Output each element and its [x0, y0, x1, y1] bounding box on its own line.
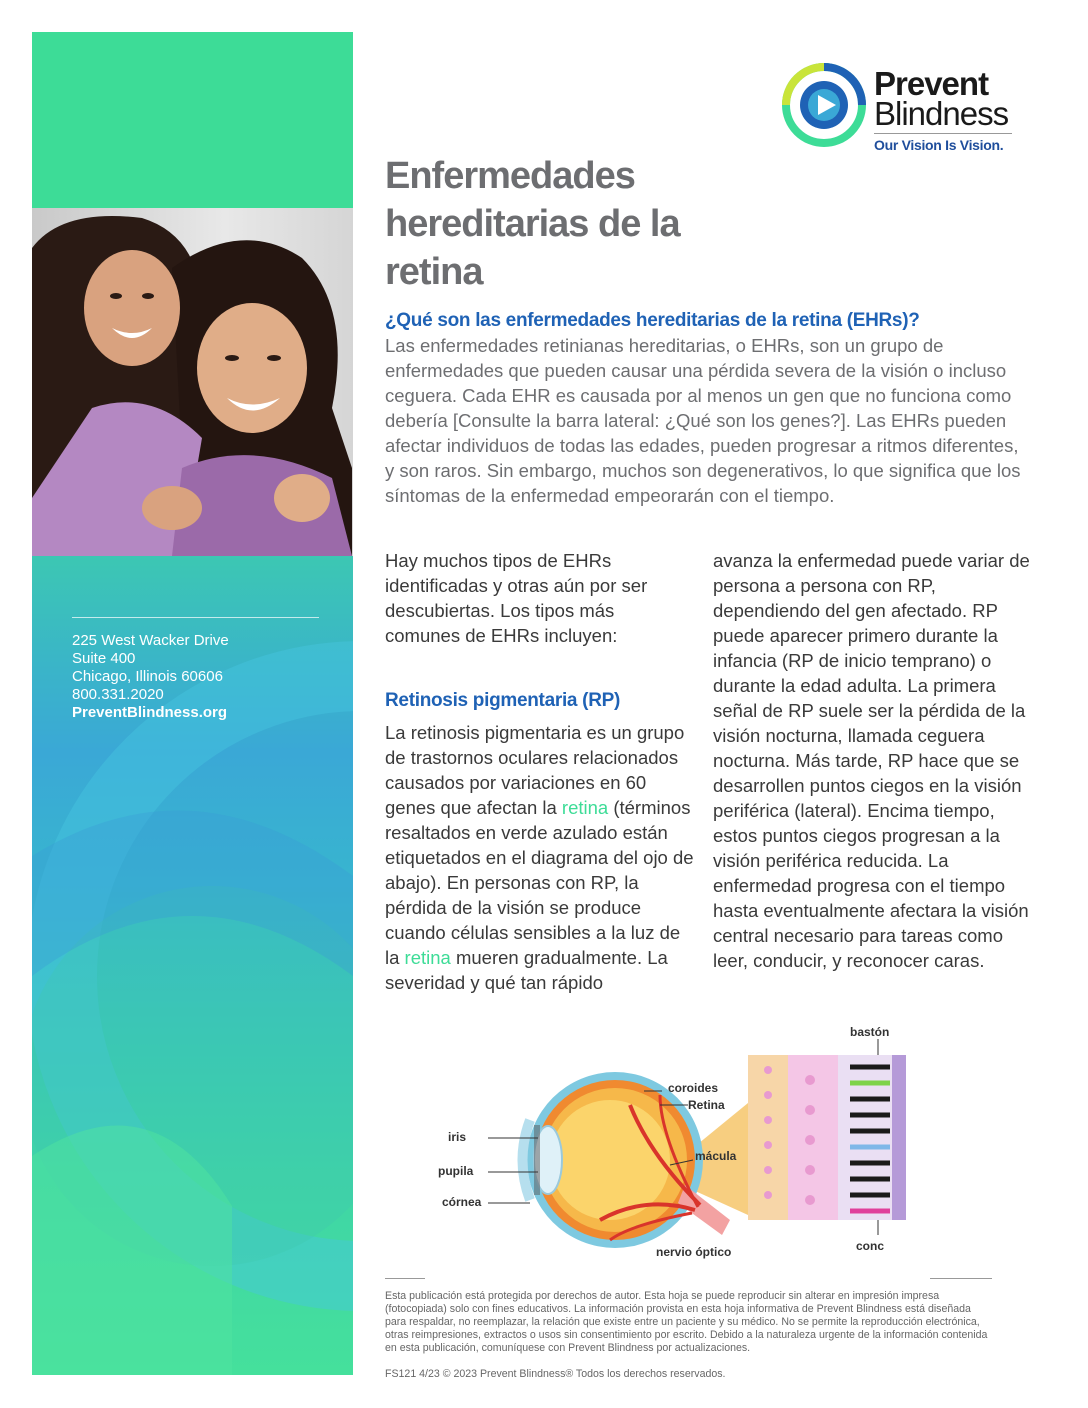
logo-name-line-1: Prevent: [874, 65, 989, 102]
footer-rule-left: [385, 1278, 425, 1279]
term-retina-1: retina: [561, 797, 609, 818]
address-line-3: Chicago, Illinois 60606: [72, 668, 223, 685]
term-retina-2: retina: [404, 947, 451, 968]
intro-heading: ¿Qué son las enfermedades hereditarias de la retina (EHRs)?: [385, 310, 920, 331]
label-pupil: pupila: [438, 1164, 474, 1178]
address-line-1: 225 West Wacker Drive: [72, 632, 229, 649]
eye-diagram: [430, 1025, 930, 1265]
rp-text-part3: mueren gradualmente. La severidad y qué tan rápido: [385, 947, 668, 993]
label-rod: bastón: [850, 1025, 890, 1039]
label-iris: iris: [448, 1130, 467, 1144]
address-divider: [72, 617, 319, 618]
rp-heading: Retinosis pigmentaria (RP): [385, 690, 621, 711]
rp-text-part2: (términos resaltados en verde azulado están etiquetados en el diagrama del ojo de abajo). En personas con RP, la pérdida de la visión se produce cuando células sensibles a la luz de la: [385, 797, 694, 968]
photo-mother-daughter: [32, 208, 353, 556]
website-link[interactable]: PreventBlindness.org: [72, 704, 228, 721]
label-choroid: coroides: [668, 1081, 719, 1095]
eye-logo-icon: [782, 63, 866, 147]
label-macula: mácula: [695, 1149, 737, 1163]
label-retina: Retina: [688, 1098, 725, 1112]
label-cornea: córnea: [442, 1195, 482, 1209]
copyright-notice: Esta publicación está protegida por derechos de autor. Esta hoja se puede reproducir sin alterar en impresión impresa (fotocopiada) solo con fines educativos. La información provista en esta hoja informativa de Prevent Blindness está diseñada para respaldar, no reemplazar, la relación que existe entre un paciente y su médico. No se permite la reproducción electrónica, otras reimpresiones, extractos o usos sin consentimiento por escrito. Debido a la naturaleza urgente de la información contenida en esta publicación, comuníquese con Prevent Blindness por actualizaciones.: [385, 1290, 988, 1354]
label-cone: conc: [856, 1239, 885, 1253]
photo-illustration: [32, 208, 353, 556]
page-title: Enfermedades hereditarias de la retina: [385, 155, 680, 293]
intro-body: Las enfermedades retinianas hereditarias, o EHRs, son un grupo de enfermedades que pueden causar una pérdida severa de la visión o incluso ceguera. Cada EHR es causada por al menos un gen que no funciona como debería [Consulte la barra lateral: ¿Qué son los genes?]. Las EHRs pueden afectar individuos de todas las edades, pueden progresar a ritmos diferentes, y son raros. Sin embargo, muchos son degenerativos, lo que significa que los síntomas de la enfermedad empeorarán con el tiempo.: [385, 335, 1021, 506]
eye-diagram-graphic: [430, 1025, 930, 1265]
types-intro: Hay muchos tipos de EHRs identificadas y otras aún por ser descubiertas. Los tipos más comunes de EHRs incluyen:: [385, 550, 648, 646]
logo-wordmark: [874, 65, 1009, 132]
phone-number: 800.331.2020: [72, 686, 164, 703]
logo-tagline: Our Vision Is Vision.: [874, 137, 1004, 153]
rp-text-part1: La retinosis pigmentaria es un grupo de trastornos oculares relacionados causados por variaciones en 60 genes que afectan la: [385, 722, 685, 818]
address-line-2: Suite 400: [72, 650, 136, 667]
rp-paragraph-col2: avanza la enfermedad puede variar de persona a persona con RP, dependiendo del gen afectado. RP puede aparecer primero durante la infancia (RP de inicio temprano) o durante la edad adulta. La primera señal de RP suele ser la pérdida de la visión nocturna, llamada ceguera nocturna. Más tarde, RP hace que se desarrollen puntos ciegos en la visión periférica (lateral). Encima tiempo, estos puntos ciegos progresan a la visión periférica reducida. La enfermedad progresa con el tiempo hasta eventualmente afectara la visión central necesario para tareas como leer, conducir, y reconocer caras.: [713, 550, 1030, 971]
logo-name-line-2: Blindness: [874, 95, 1009, 132]
sidebar-decorative-panel: [32, 556, 353, 1375]
address-block: [72, 632, 229, 722]
footer-rule-right: [930, 1278, 992, 1279]
sidebar-green-band: [32, 32, 353, 208]
logo-divider: [874, 133, 1012, 134]
rp-paragraph-col1: [385, 720, 695, 995]
prevent-blindness-logo: [782, 63, 1022, 163]
sidebar: [32, 32, 353, 1375]
label-optic-nerve: nervio óptico: [656, 1245, 732, 1259]
publication-code: FS121 4/23 © 2023 Prevent Blindness® Todos los derechos reservados.: [385, 1368, 726, 1380]
